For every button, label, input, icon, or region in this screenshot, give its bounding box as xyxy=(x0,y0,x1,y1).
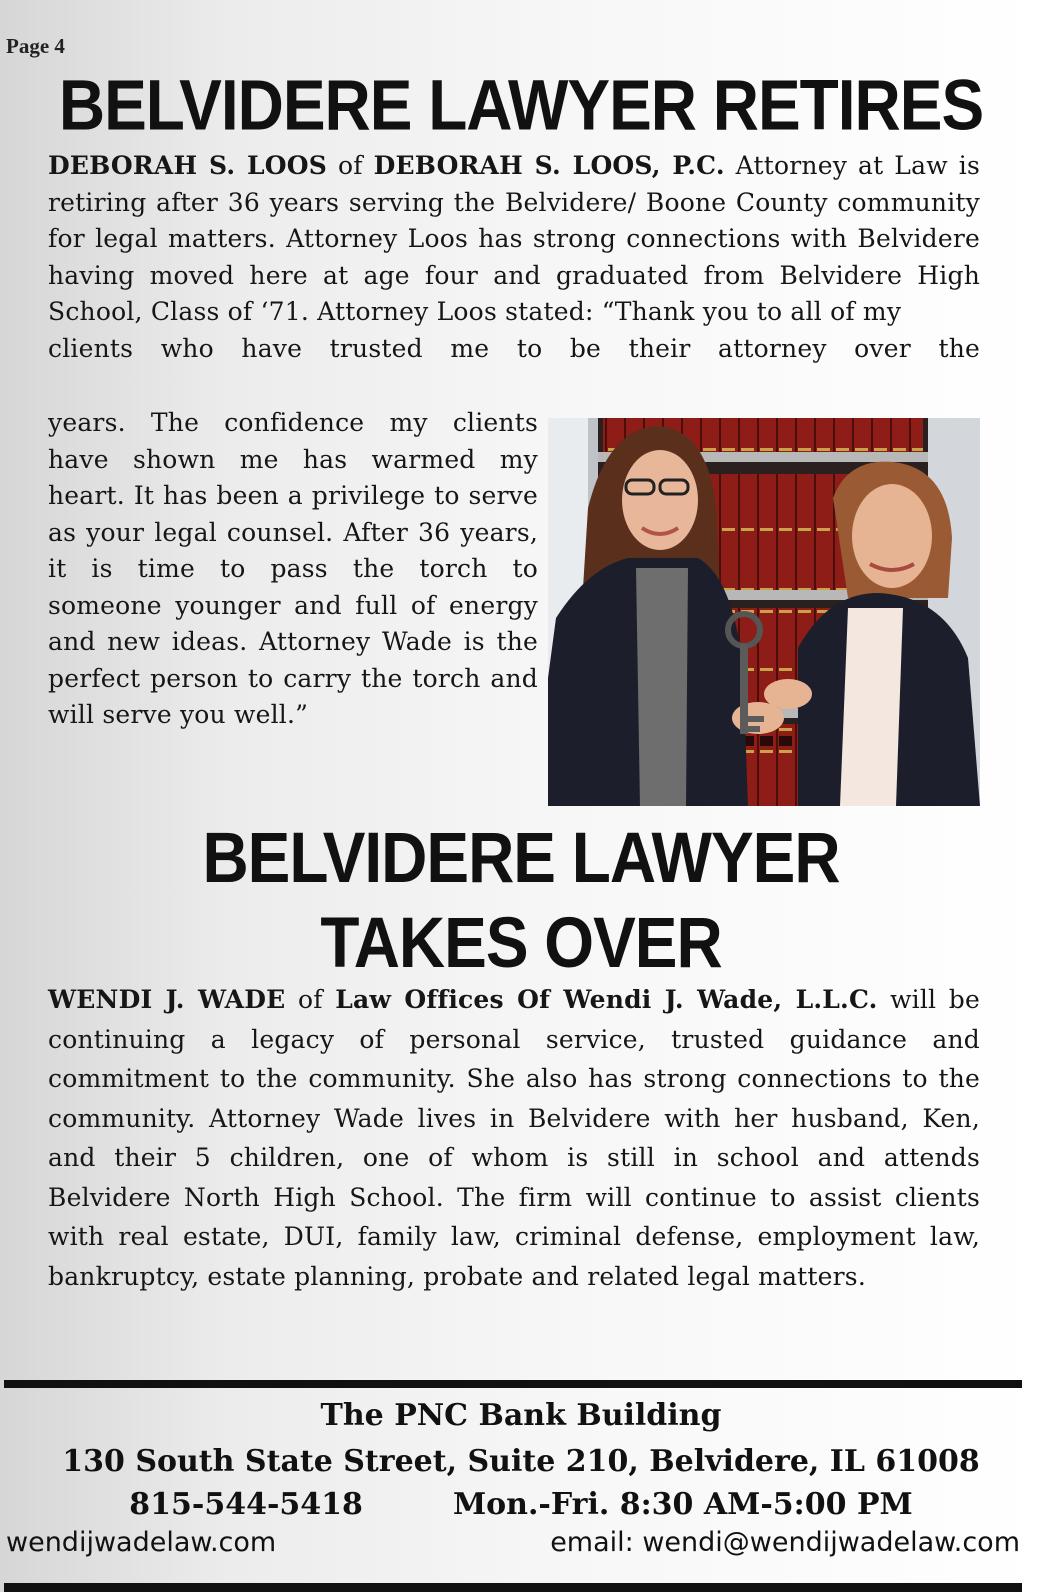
article-2-headline-line-1: BELVIDERE LAWYER xyxy=(202,817,840,898)
article-1-body-side: years. The confidence my clients have shown me has warmed my heart. It has been a privilege to serve as your legal counsel. After 36 years, it is time to pass the torch to someone younger and full of energy and new ideas. Attorney Wade is the perfect person to carry the torch and will serve you well.” xyxy=(48,408,538,729)
article-2-lead-of: of xyxy=(285,985,336,1014)
footer-website-link[interactable]: wendijwadelaw.com xyxy=(6,1527,277,1558)
article-2-headline-line-2: TAKES OVER xyxy=(320,902,722,983)
article-1-lead-of: of xyxy=(327,151,374,180)
article-photo xyxy=(548,418,980,806)
footer-address: 130 South State Street, Suite 210, Belvidere, IL 61008 xyxy=(62,1444,980,1479)
article-1-body-top xyxy=(48,148,980,367)
footer-phone: 815-544-5418 xyxy=(129,1487,363,1522)
photo-illustration xyxy=(548,418,980,806)
article-2-body-text: will be continuing a legacy of personal service, trusted guidance and commitment to the community. She also has strong connections to the community. Attorney Wade lives in Belvidere with her husband, Ken, and their 5 children, one of whom is still in school and attends Belvidere North High School. The firm will continue to assist clients with real estate, DUI, family law, criminal defense, employment law, bankruptcy, estate planning, probate and related legal matters. xyxy=(48,985,981,1291)
footer-contact-row xyxy=(0,1487,1042,1522)
article-1-lead-firm: DEBORAH S. LOOS, P.C. xyxy=(373,151,725,180)
footer-email-link[interactable]: email: wendi@wendijwadelaw.com xyxy=(550,1527,1020,1558)
page-number: Page 4 xyxy=(6,34,65,58)
footer-rule-top xyxy=(4,1380,1022,1388)
article-2-lead-name: WENDI J. WADE xyxy=(48,985,286,1014)
article-1-lead-name: DEBORAH S. LOOS xyxy=(48,151,328,180)
article-2-lead-firm: Law Offices Of Wendi J. Wade, L.L.C. xyxy=(335,985,878,1014)
article-2-body xyxy=(48,980,980,1296)
article-2-headline xyxy=(0,815,1042,985)
article-1-headline: BELVIDERE LAWYER RETIRES xyxy=(58,64,984,146)
footer-hours: Mon.-Fri. 8:30 AM-5:00 PM xyxy=(452,1487,913,1522)
article-1-top-last-line: clients who have trusted me to be their attorney over the xyxy=(48,333,980,363)
footer-rule-bottom xyxy=(4,1583,1022,1592)
footer-building: The PNC Bank Building xyxy=(320,1398,722,1433)
article-1-top-text: Attorney at Law is retiring after 36 years serving the Belvidere/ Boone County community for legal matters. Attorney Loos has strong connections with Belvidere having moved here at age four and graduated from Belvidere High School, Class of ‘71. Attorney Loos stated: “Thank you to all of my xyxy=(48,151,980,326)
